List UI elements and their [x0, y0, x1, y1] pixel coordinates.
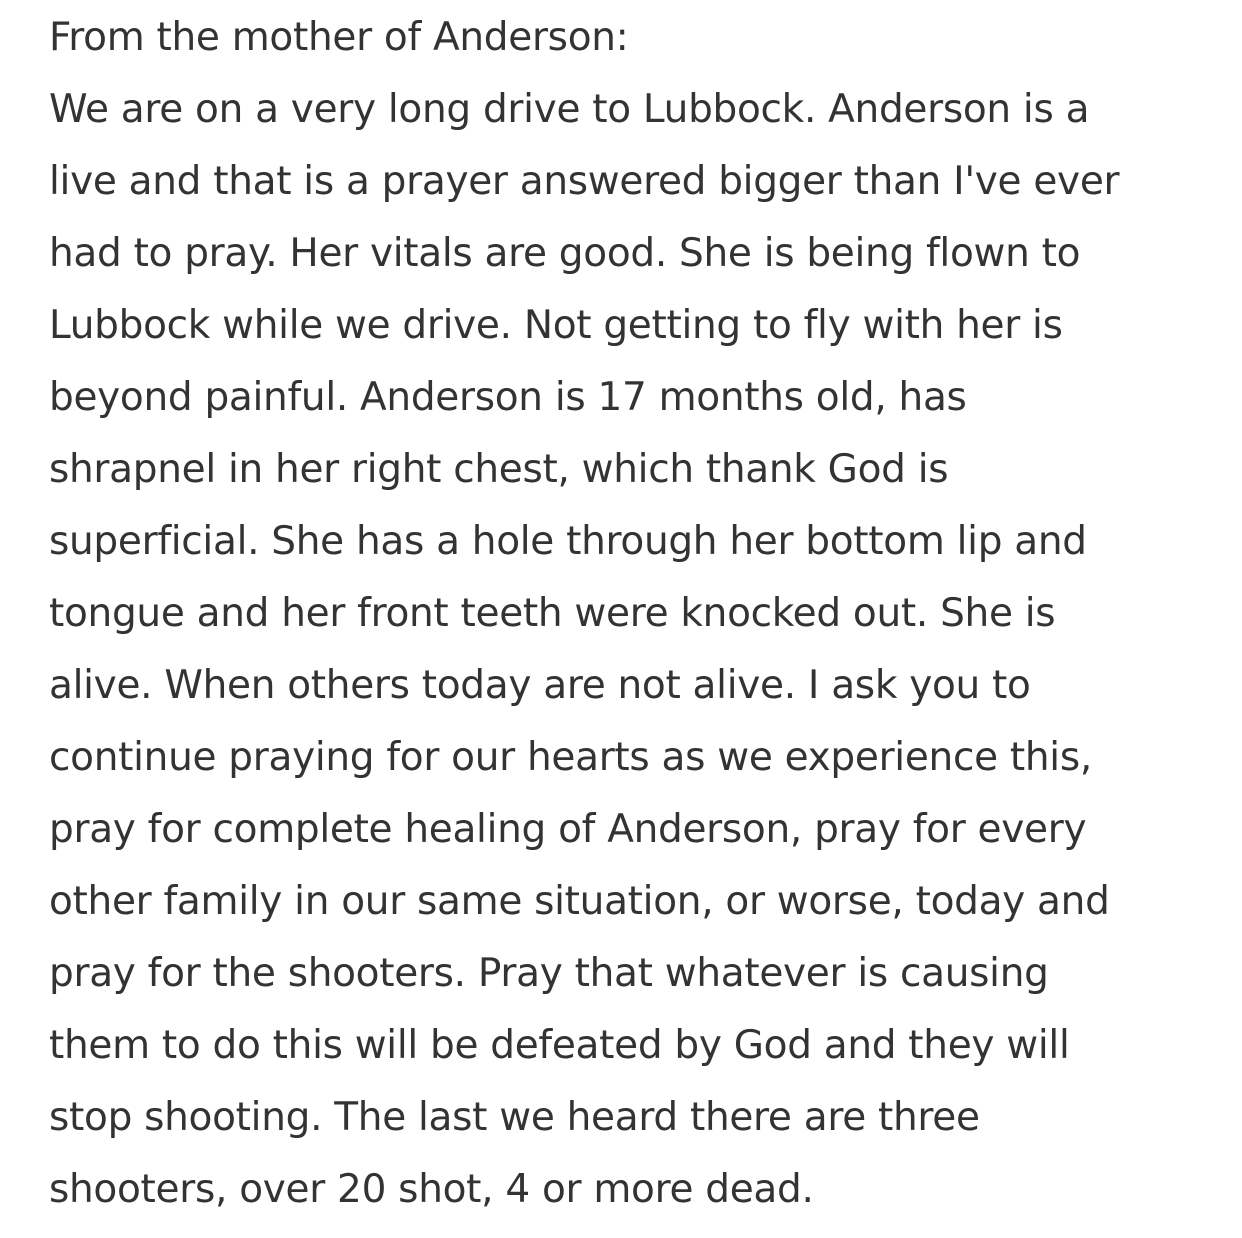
note-line: alive. When others today are not alive. I ask you to — [49, 663, 1031, 708]
note-line: live and that is a prayer answered bigger than I've ever — [49, 159, 1120, 204]
note-line: them to do this will be defeated by God and they will — [49, 1023, 1070, 1068]
note-line: shooters, over 20 shot, 4 or more dead. — [49, 1167, 814, 1212]
note-line: superficial. She has a hole through her bottom lip and — [49, 519, 1087, 564]
note-line: shrapnel in her right chest, which thank God is — [49, 447, 949, 492]
note-line: continue praying for our hearts as we experience this, — [49, 735, 1092, 780]
note-line: stop shooting. The last we heard there are three — [49, 1095, 980, 1140]
note-line: tongue and her front teeth were knocked out. She is — [49, 591, 1056, 636]
note-line: pray for the shooters. Pray that whatever is causing — [49, 951, 1049, 996]
note-line: beyond painful. Anderson is 17 months old, has — [49, 375, 967, 420]
note-text-block — [49, 8, 1229, 1232]
note-line: pray for complete healing of Anderson, pray for every — [49, 807, 1087, 852]
note-line: other family in our same situation, or worse, today and — [49, 879, 1110, 924]
note-line: Lubbock while we drive. Not getting to fly with her is — [49, 303, 1063, 348]
note-line: We are on a very long drive to Lubbock. Anderson is a — [49, 87, 1090, 132]
note-heading: From the mother of Anderson: — [49, 15, 629, 60]
note-line: had to pray. Her vitals are good. She is being flown to — [49, 231, 1081, 276]
